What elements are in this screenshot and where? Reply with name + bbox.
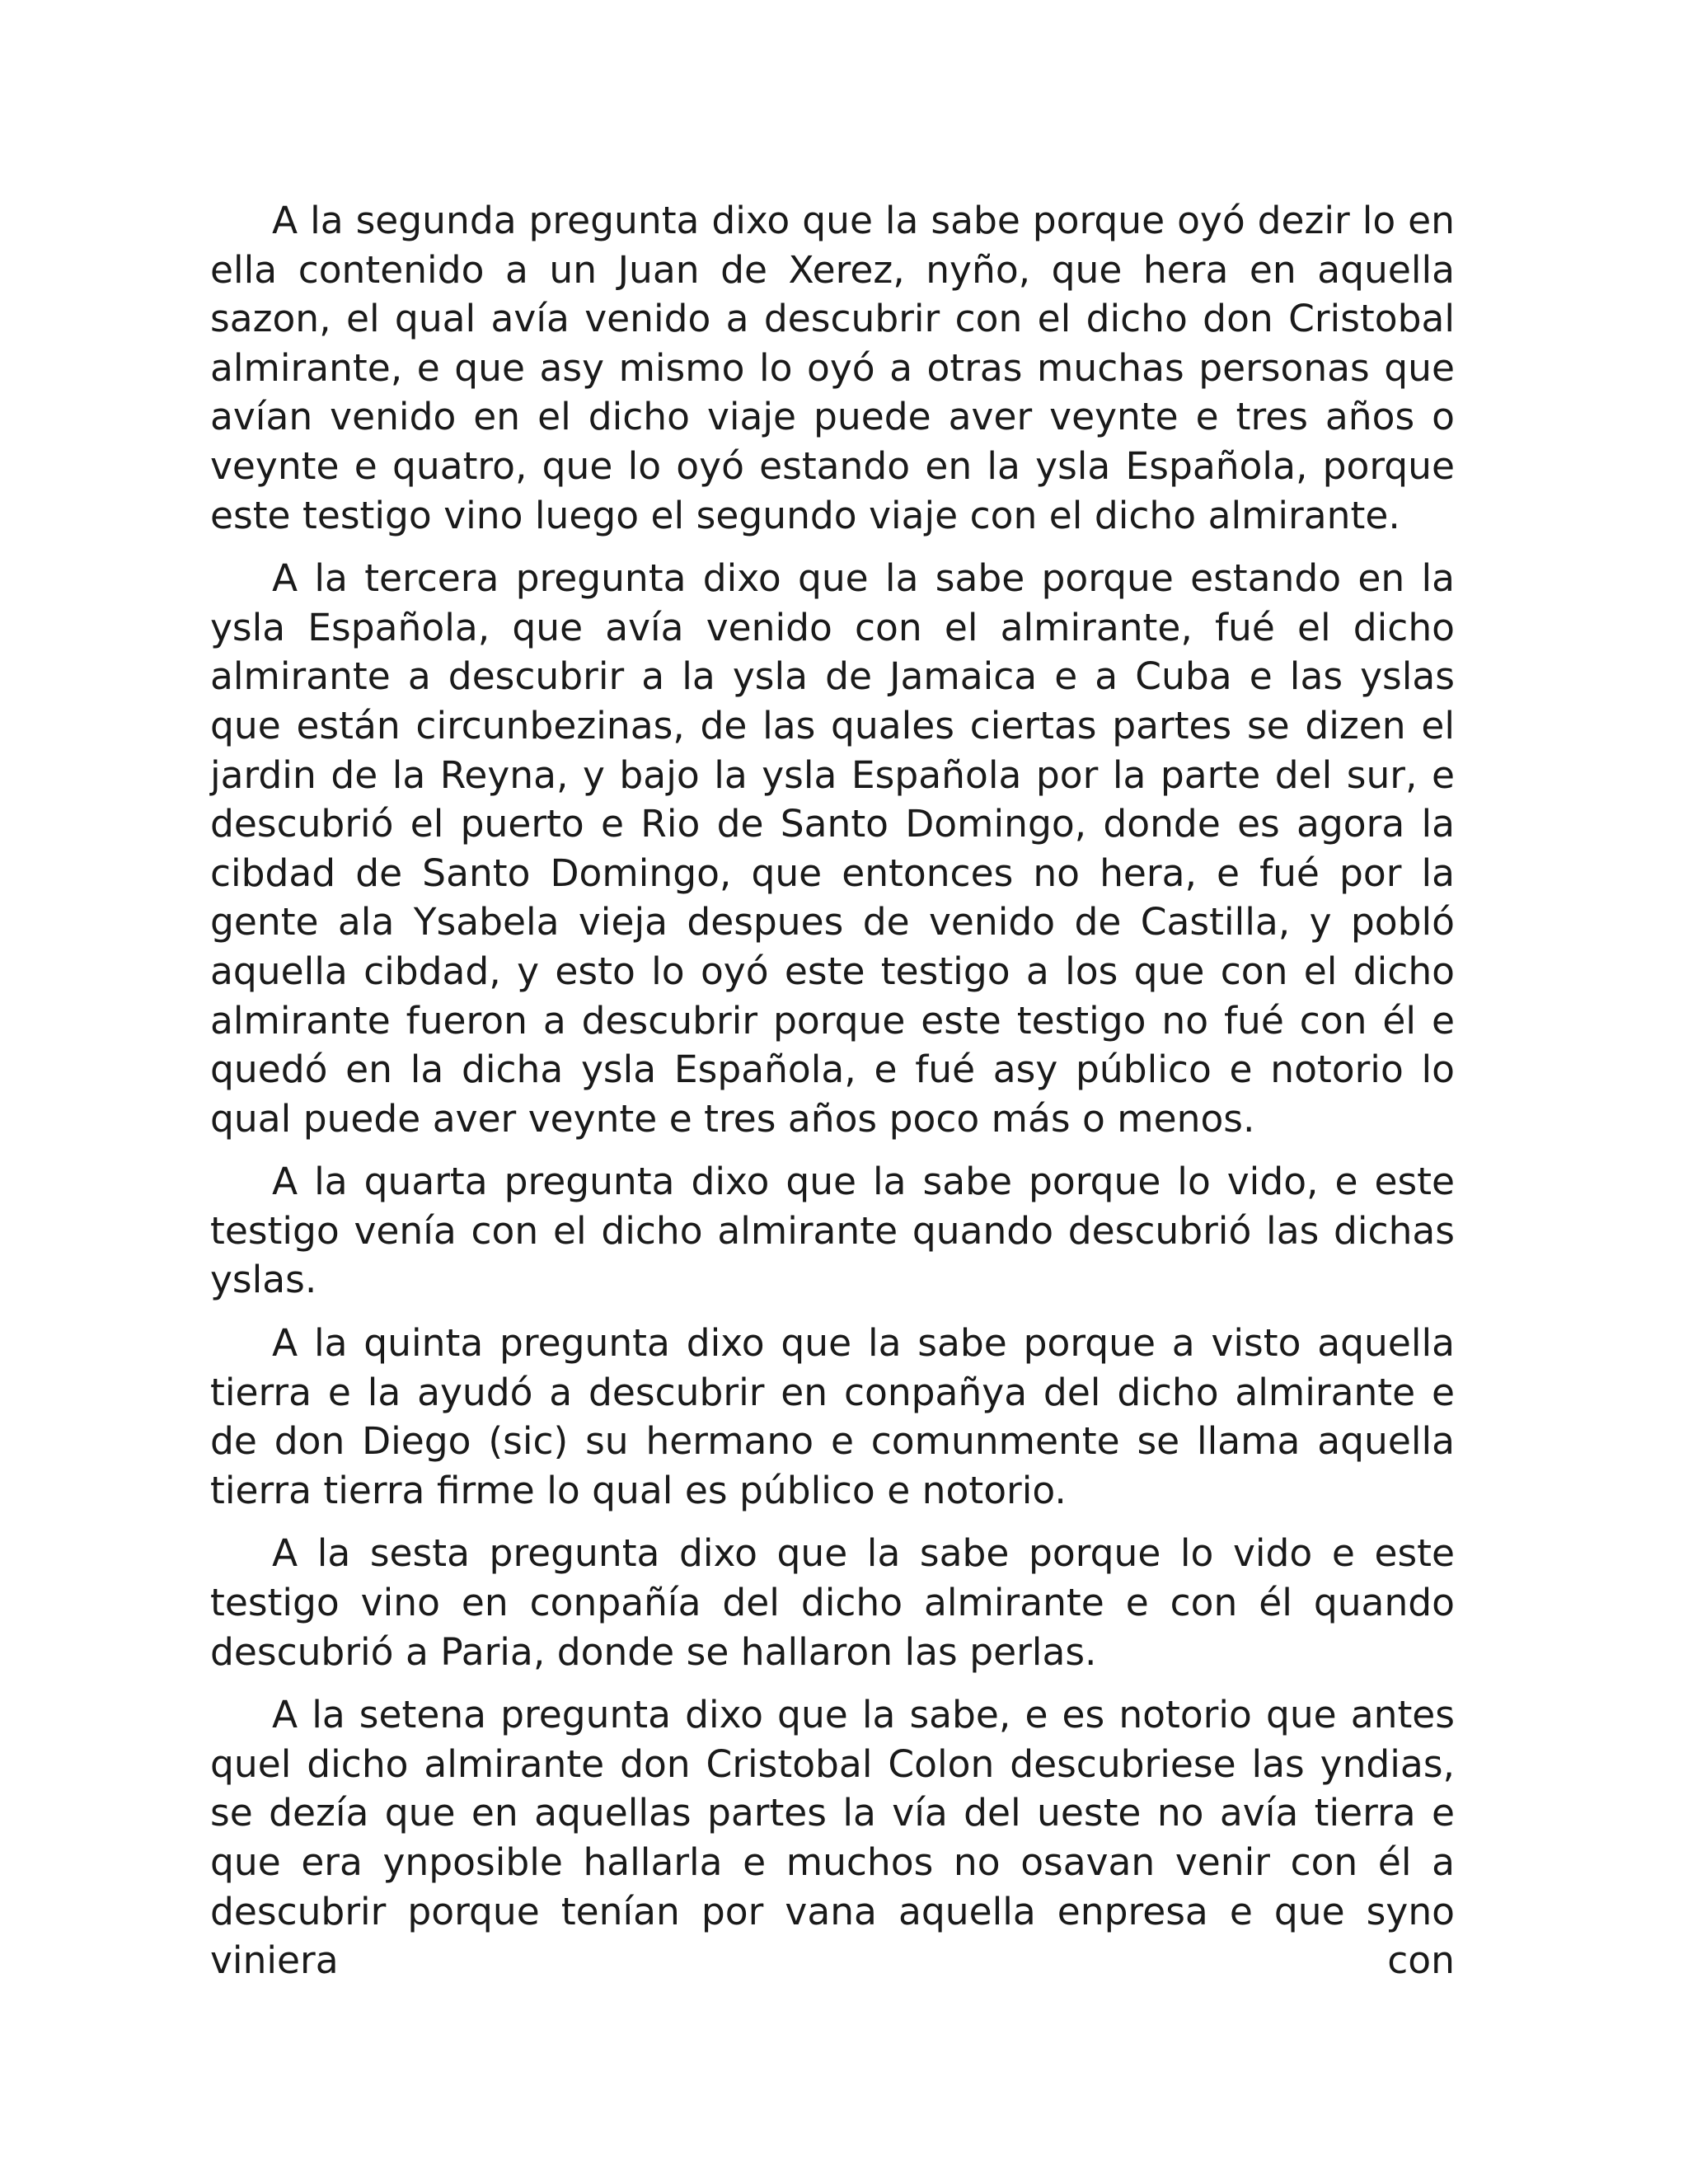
paragraph-quinta-pregunta: A la quinta pregunta dixo que la sabe porque a visto aquella tierra e la ayudó a descubrir en conpañya del dicho almirante e de don Diego (sic) su hermano e comunmente se llama aquella tierra tierra firme lo qual es público e notorio. [210,1321,1455,1512]
document-page [210,196,1455,1985]
paragraph-setena-pregunta: A la setena pregunta dixo que la sabe, e es notorio que antes quel dicho almirante don Cristobal Colon descubriese las yndias, se dezía que en aquellas partes la vía del ueste no avía tierra e que era ynposible hallarla e muchos no osavan venir con él a descubrir porque tenían por vana aquella enpresa e que syno viniera con [210,1693,1455,1983]
paragraph-segunda-pregunta: A la segunda pregunta dixo que la sabe porque oyó dezir lo en ella contenido a un Juan de Xerez, nyño, que hera en aquella sazon, el qual avía venido a descubrir con el dicho don Cristobal almirante, e que asy mismo lo oyó a otras muchas personas que avían venido en el dicho viaje puede aver veynte e tres años o veynte e quatro, que lo oyó estando en la ysla Española, porque este testigo vino luego el segundo viaje con el dicho almirante. [210,199,1455,537]
paragraph-tercera-pregunta: A la tercera pregunta dixo que la sabe porque estando en la ysla Española, que avía venido con el almirante, fué el dicho almirante a descubrir a la ysla de Jamaica e a Cuba e las yslas que están circunbezinas, de las quales ciertas partes se dizen el jardin de la Reyna, y bajo la ysla Española por la parte del sur, e descubrió el puerto e Rio de Santo Domingo, donde es agora la cibdad de Santo Domingo, que entonces no hera, e fué por la gente ala Ysabela vieja despues de venido de Castilla, y pobló aquella cibdad, y esto lo oyó este testigo a los que con el dicho almirante fueron a descubrir porque este testigo no fué con él e quedó en la dicha ysla Española, e fué asy público e notorio lo qual puede aver veynte e tres años poco más o menos. [210,556,1455,1141]
paragraph-quarta-pregunta: A la quarta pregunta dixo que la sabe porque lo vido, e este testigo venía con el dicho almirante quando descubrió las dichas yslas. [210,1160,1455,1302]
paragraph-sesta-pregunta: A la sesta pregunta dixo que la sabe porque lo vido e este testigo vino en conpañía del dicho almirante e con él quando descubrió a Paria, donde se hallaron las perlas. [210,1531,1455,1674]
